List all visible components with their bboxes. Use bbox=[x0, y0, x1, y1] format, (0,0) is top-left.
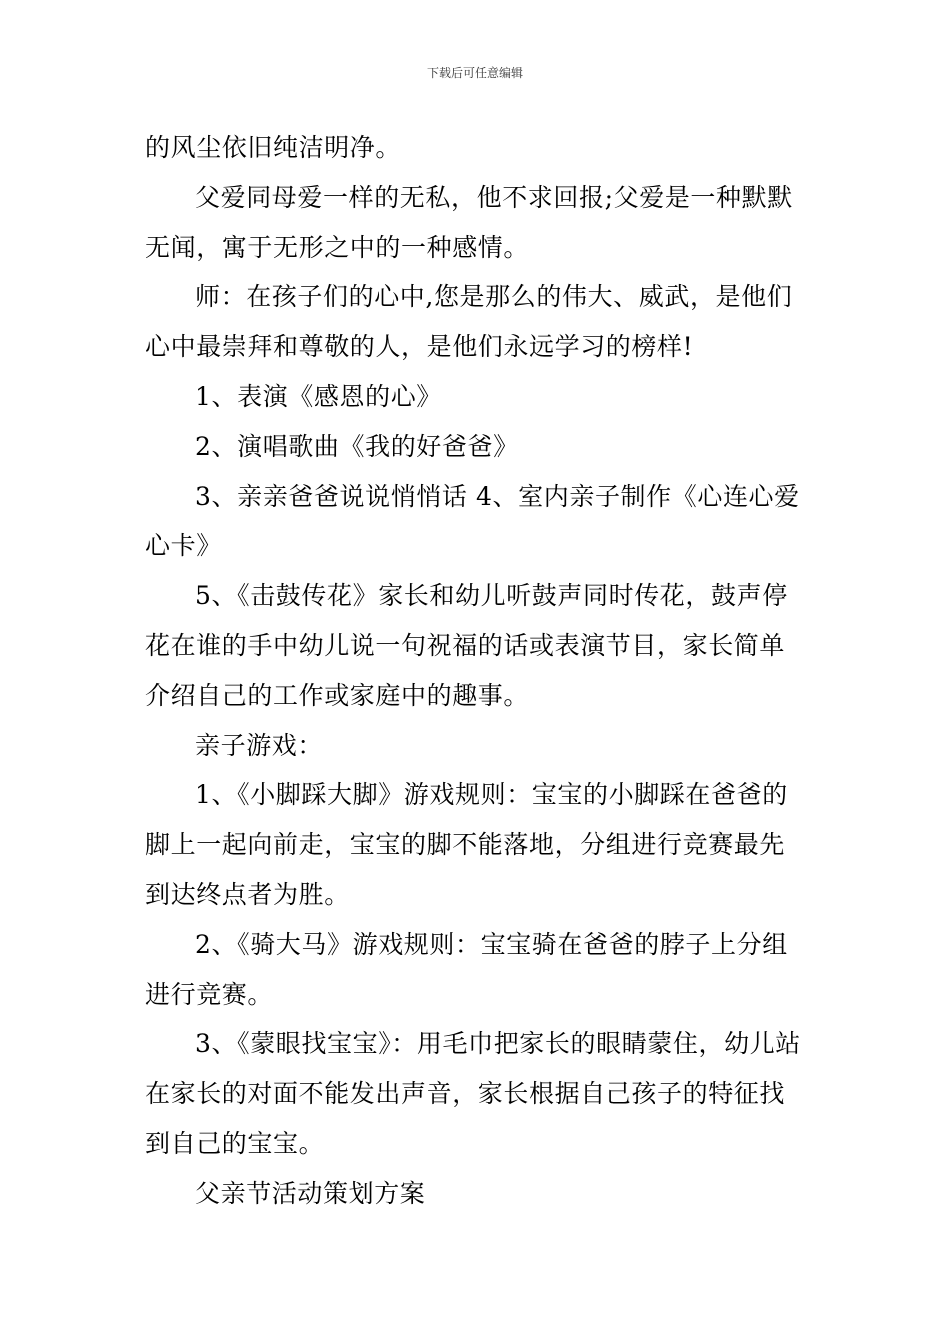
page-header: 下载后可任意编辑 bbox=[426, 66, 523, 80]
list-item-song: 2、演唱歌曲《我的好爸爸》 bbox=[195, 431, 519, 461]
game-item-blindfold: 3、《蒙眼找宝宝》：用毛巾把家长的眼睛蒙住，幼儿站在家长的对面不能发出声音，家长根据自己孩子的特征找到自己的宝宝。 bbox=[145, 1029, 801, 1158]
section-heading-games: 亲子游戏： bbox=[195, 730, 324, 760]
list-item-drum-flower: 5、《击鼓传花》家长和幼儿听鼓声同时传花，鼓声停花在谁的手中幼儿说一句祝福的话或表演节目，家长简单介绍自己的工作或家庭中的趣事。 bbox=[145, 581, 788, 710]
section-heading-plan: 父亲节活动策划方案 bbox=[195, 1178, 426, 1208]
list-item-whisper-card: 3、亲亲爸爸说说悄悄话 4、室内亲子制作《心连心爱心卡》 bbox=[145, 481, 800, 561]
game-item-small-feet: 1、《小脚踩大脚》游戏规则：宝宝的小脚踩在爸爸的脚上一起向前走，宝宝的脚不能落地，分组进行竞赛最先到达终点者为胜。 bbox=[145, 780, 788, 909]
paragraph-teacher-speech: 师：在孩子们的心中,您是那么的伟大、威武，是他们心中最崇拜和尊敬的人，是他们永远学习的榜样! bbox=[145, 282, 793, 362]
document-body bbox=[145, 123, 810, 1219]
paragraph-dust-clean: 的风尘依旧纯洁明净。 bbox=[145, 133, 402, 162]
game-item-horse-ride: 2、《骑大马》游戏规则：宝宝骑在爸爸的脖子上分组进行竞赛。 bbox=[145, 929, 788, 1009]
paragraph-fatherly-love: 父爱同母爱一样的无私，他不求回报;父爱是一种默默无闻，寓于无形之中的一种感情。 bbox=[145, 182, 793, 262]
list-item-performance: 1、表演《感恩的心》 bbox=[195, 381, 442, 411]
